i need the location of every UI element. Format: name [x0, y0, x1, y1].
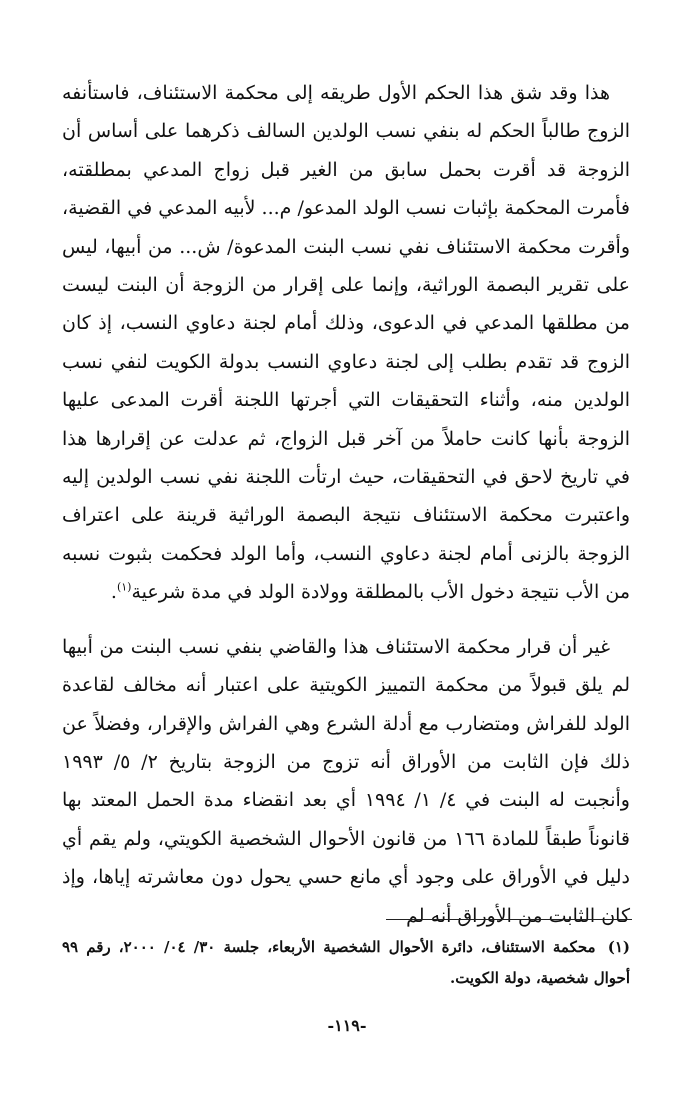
footnote-1-text: محكمة الاستئناف، دائرة الأحوال الشخصية الأربعاء، جلسة ٣٠/ ٠٤/ ٢٠٠٠، رقم ٩٩ أحوال شخصية، دولة الكويت.: [62, 938, 630, 987]
paragraph-1: [62, 74, 630, 612]
footnote-reference-1: (١): [116, 580, 132, 594]
paragraph-1-text: هذا وقد شق هذا الحكم الأول طريقه إلى محكمة الاستئناف، فاستأنفه الزوج طالباً الحكم له بنفي نسب الولدين السالف ذكرهما على أساس أن الزوجة قد أقرت بحمل سابق من الغير قبل زواج المدعي بمطلقته، فأمرت المحكمة بإثبات نسب الولد المدعو/ م... لأبيه المدعي في القضية، وأقرت محكمة الاستئناف نفي نسب البنت المدعوة/ ش... من أبيها، ليس على تقرير البصمة الوراثية، وإنما على إقرار من الزوجة أن البنت ليست من مطلقها المدعي في الدعوى، وذلك أمام لجنة دعاوي النسب، إذ كان الزوج قد تقدم بطلب إلى لجنة دعاوي النسب بدولة الكويت لنفي نسب الولدين منه، وأثناء التحقيقات التي أجرتها اللجنة أقرت المدعى عليها الزوجة بأنها كانت حاملاً من آخر قبل الزواج، ثم عدلت عن إقرارها هذا في تاريخ لاحق في التحقيقات، حيث ارتأت اللجنة نفي نسب الولدين إليه واعتبرت محكمة الاستئناف نتيجة البصمة الوراثية قرينة على اعتراف الزوجة بالزنى أمام لجنة دعاوي النسب، وأما الولد فحكمت بثبوت نسبه من الأب نتيجة دخول الأب بالمطلقة وولادة الولد في مدة شرعية: [62, 82, 630, 604]
page-number: -١١٩-: [327, 1016, 367, 1035]
footnote-1-number: (١): [607, 938, 630, 956]
paragraph-2-text: غير أن قرار محكمة الاستئناف هذا والقاضي بنفي نسب البنت من أبيها لم يلق قبولاً من محكمة التمييز الكويتية على اعتبار أنه مخالف لقاعدة الولد للفراش ومتضارب مع أدلة الشرع وهي الفراش والإقرار، وفضلاً عن ذلك فإن الثابت من الأوراق أنه تزوج من الزوجة بتاريخ ٢/ ٥/ ١٩٩٣ وأنجبت له البنت في ٤/ ١/ ١٩٩٤ أي بعد انقضاء مدة الحمل المعتد بها قانوناً طبقاً للمادة ١٦٦ من قانون الأحوال الشخصية الكويتي، ولم يقم أي دليل في الأوراق على وجود أي مانع حسي يحول دون معاشرته إياها، وإذ كان الثابت من الأوراق أنه لم: [62, 635, 630, 927]
footnotes: [62, 932, 630, 994]
footnote-separator: [386, 919, 632, 920]
paragraph-2: [62, 628, 630, 935]
paragraph-1-end: .: [110, 581, 117, 604]
main-text: [62, 74, 630, 935]
footnote-1: [62, 932, 630, 994]
